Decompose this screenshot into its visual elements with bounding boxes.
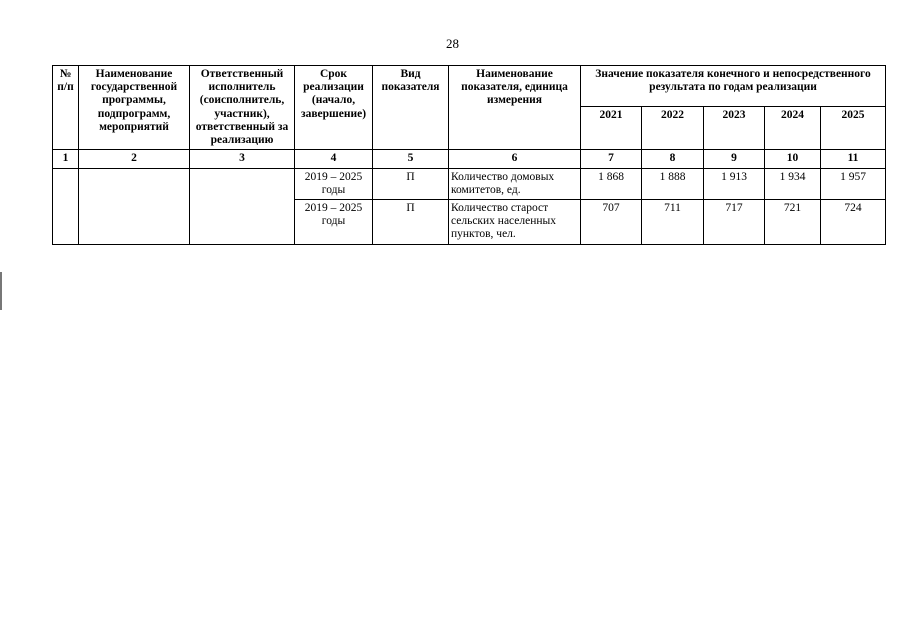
value-2023-cell: 717 bbox=[704, 199, 765, 244]
row-number-cell bbox=[53, 168, 79, 244]
indicator-cell: Количество домовых комитетов, ед. bbox=[449, 168, 581, 199]
header-year-2025: 2025 bbox=[821, 107, 886, 150]
executor-cell bbox=[190, 168, 295, 244]
header-year-2022: 2022 bbox=[642, 107, 704, 150]
program-cell bbox=[79, 168, 190, 244]
value-2022-cell: 711 bbox=[642, 199, 704, 244]
type-cell: П bbox=[373, 199, 449, 244]
value-2024-cell: 721 bbox=[765, 199, 821, 244]
header-year-2021: 2021 bbox=[581, 107, 642, 150]
value-2025-cell: 1 957 bbox=[821, 168, 886, 199]
period-cell: 2019 – 2025 годы bbox=[295, 199, 373, 244]
header-year-2024: 2024 bbox=[765, 107, 821, 150]
value-2021-cell: 707 bbox=[581, 199, 642, 244]
value-2024-cell: 1 934 bbox=[765, 168, 821, 199]
page-number: 28 bbox=[446, 36, 459, 51]
period-cell: 2019 – 2025 годы bbox=[295, 168, 373, 199]
table-row bbox=[53, 168, 886, 199]
column-number: 2 bbox=[79, 150, 190, 168]
column-number: 1 bbox=[53, 150, 79, 168]
column-number: 3 bbox=[190, 150, 295, 168]
indicators-table bbox=[52, 65, 886, 245]
column-number: 5 bbox=[373, 150, 449, 168]
column-number: 4 bbox=[295, 150, 373, 168]
value-2022-cell: 1 888 bbox=[642, 168, 704, 199]
value-2023-cell: 1 913 bbox=[704, 168, 765, 199]
column-number: 10 bbox=[765, 150, 821, 168]
header-col-type: Вид показателя bbox=[373, 66, 449, 150]
column-number: 8 bbox=[642, 150, 704, 168]
column-number: 11 bbox=[821, 150, 886, 168]
type-cell: П bbox=[373, 168, 449, 199]
header-values-group: Значение показателя конечного и непосредственного результата по годам реализации bbox=[581, 66, 886, 107]
header-col-period: Срок реализации (начало, завершение) bbox=[295, 66, 373, 150]
header-year-2023: 2023 bbox=[704, 107, 765, 150]
indicator-cell: Количество старост сельских населенных пунктов, чел. bbox=[449, 199, 581, 244]
header-col-indicator: Наименование показателя, единица измерения bbox=[449, 66, 581, 150]
header-col-executor: Ответственный исполнитель (соисполнитель, участник), ответственный за реализацию bbox=[190, 66, 295, 150]
header-col-number: № п/п bbox=[53, 66, 79, 150]
column-number: 7 bbox=[581, 150, 642, 168]
value-2025-cell: 724 bbox=[821, 199, 886, 244]
value-2021-cell: 1 868 bbox=[581, 168, 642, 199]
header-row bbox=[53, 66, 886, 107]
column-number: 6 bbox=[449, 150, 581, 168]
column-number: 9 bbox=[704, 150, 765, 168]
header-col-program: Наименование государственной программы, подпрограмм, мероприятий bbox=[79, 66, 190, 150]
scan-edge-mark bbox=[0, 272, 2, 310]
column-number-row bbox=[53, 150, 886, 168]
